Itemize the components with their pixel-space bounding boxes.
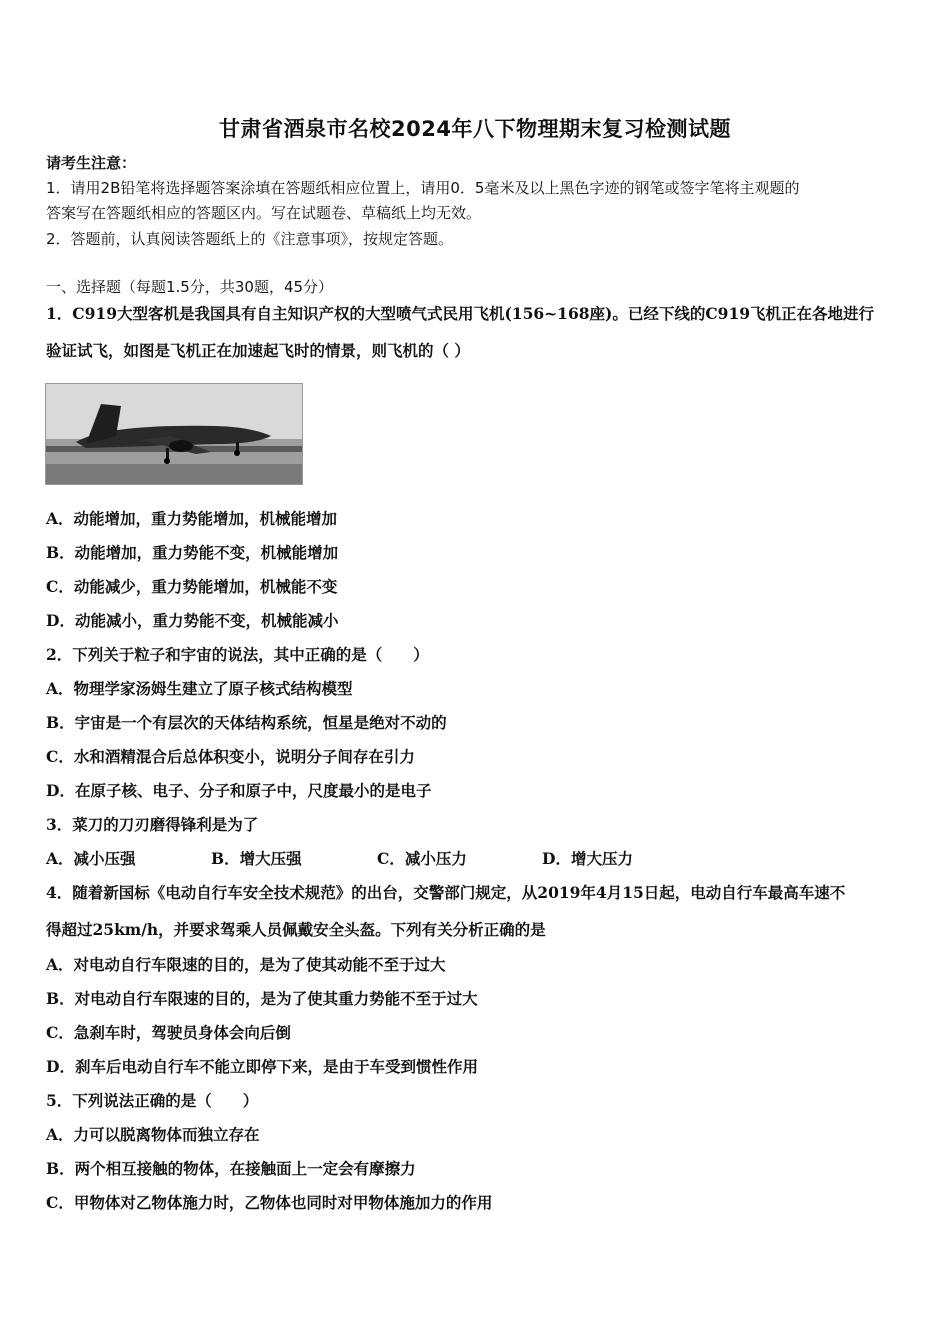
notice-line-1: 1．请用2B铅笔将选择题答案涂填在答题纸相应位置上，请用0．5毫米及以上黑色字迹的钢笔或签字笔将主观题的 xyxy=(46,179,800,197)
notice-line-1-cont: 答案写在答题纸相应的答题区内。写在试题卷、草稿纸上均无效。 xyxy=(46,204,482,222)
airplane-illustration xyxy=(46,384,302,484)
q3-option-d: D．增大压力 xyxy=(542,849,633,868)
q5-option-a: A．力可以脱离物体而独立存在 xyxy=(46,1125,260,1144)
q3-stem: 3．菜刀的刀刃磨得锋利是为了 xyxy=(46,815,259,834)
q1-option-c: C．动能减少，重力势能增加，机械能不变 xyxy=(46,577,338,596)
q3-option-c: C．减小压力 xyxy=(377,849,467,868)
airplane-photo xyxy=(45,383,303,485)
page-title: 甘肃省酒泉市名校2024年八下物理期末复习检测试题 xyxy=(219,117,731,141)
q4-option-b: B．对电动自行车限速的目的，是为了使其重力势能不至于过大 xyxy=(46,989,478,1008)
q1-stem: 1．C919大型客机是我国具有自主知识产权的大型喷气式民用飞机(156~168座)。已经下线的C919飞机正在各地进行 xyxy=(46,304,875,323)
q3-option-a: A．减小压强 xyxy=(46,849,136,868)
q2-stem: 2．下列关于粒子和宇宙的说法，其中正确的是（ ） xyxy=(46,645,429,664)
q5-option-c: C．甲物体对乙物体施力时，乙物体也同时对甲物体施加力的作用 xyxy=(46,1193,493,1212)
q3-options-row xyxy=(0,847,950,869)
q4-option-c: C．急刹车时，驾驶员身体会向后倒 xyxy=(46,1023,291,1042)
q2-option-b: B．宇宙是一个有层次的天体结构系统，恒星是绝对不动的 xyxy=(46,713,447,732)
q5-stem: 5．下列说法正确的是（ ） xyxy=(46,1091,259,1110)
q1-stem-cont: 验证试飞，如图是飞机正在加速起飞时的情景，则飞机的（ ） xyxy=(46,341,470,360)
q2-option-a: A．物理学家汤姆生建立了原子核式结构模型 xyxy=(46,679,353,698)
q3-option-b: B．增大压强 xyxy=(211,849,302,868)
q4-stem-cont: 得超过25km/h，并要求驾乘人员佩戴安全头盔。下列有关分析正确的是 xyxy=(46,920,546,939)
q4-option-d: D．刹车后电动自行车不能立即停下来，是由于车受到惯性作用 xyxy=(46,1057,478,1076)
section-heading: 一、选择题（每题1.5分，共30题，45分） xyxy=(46,278,334,296)
q1-option-d: D．动能减小，重力势能不变，机械能减小 xyxy=(46,611,339,630)
notice-line-2: 2．答题前，认真阅读答题纸上的《注意事项》，按规定答题。 xyxy=(46,230,454,248)
q4-option-a: A．对电动自行车限速的目的，是为了使其动能不至于过大 xyxy=(46,955,446,974)
q1-option-a: A．动能增加，重力势能增加，机械能增加 xyxy=(46,509,338,528)
q2-option-c: C．水和酒精混合后总体积变小，说明分子间存在引力 xyxy=(46,747,415,766)
q2-option-d: D．在原子核、电子、分子和原子中，尺度最小的是电子 xyxy=(46,781,432,800)
notice-heading: 请考生注意： xyxy=(46,154,137,172)
q1-option-b: B．动能增加，重力势能不变，机械能增加 xyxy=(46,543,339,562)
q5-option-b: B．两个相互接触的物体，在接触面上一定会有摩擦力 xyxy=(46,1159,416,1178)
q4-stem: 4．随着新国标《电动自行车安全技术规范》的出台，交警部门规定，从2019年4月15日起，电动自行车最高车速不 xyxy=(46,883,846,902)
